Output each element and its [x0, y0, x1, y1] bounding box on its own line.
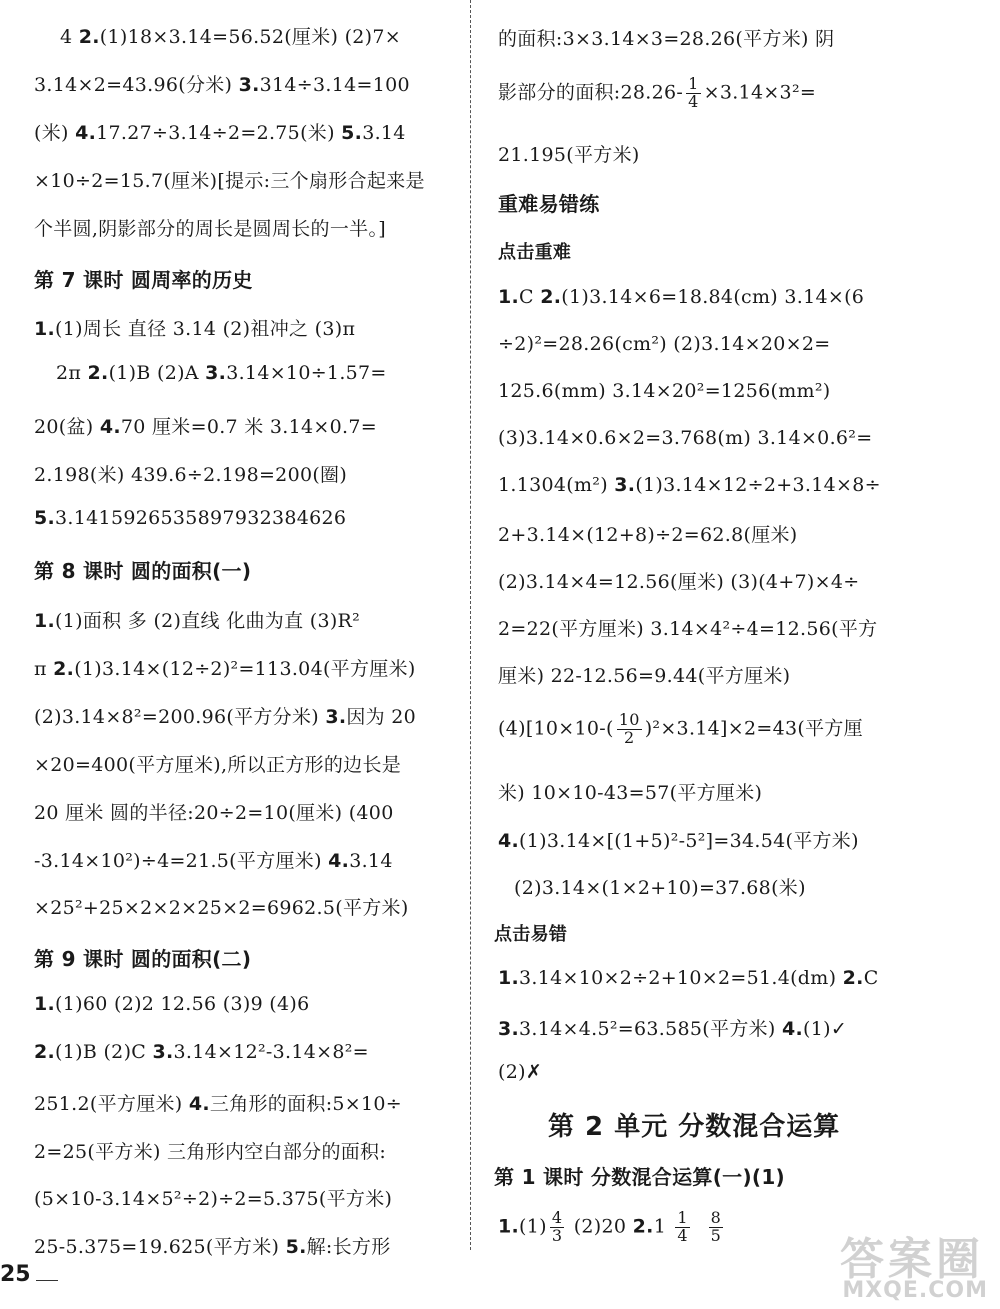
answer-text: (1)3.14×12÷2+3.14×8÷: [635, 474, 881, 496]
question-number: 4.: [188, 1093, 210, 1115]
answer-line: 2=22(平方厘米) 3.14×4²÷4=12.56(平方: [498, 618, 878, 640]
answer-line: ×20=400(平方厘米),所以正方形的边长是: [34, 754, 402, 776]
answer-line: [34, 118, 406, 145]
answer-text: (米): [34, 122, 76, 144]
answer-line: [34, 654, 416, 681]
answer-line: [34, 846, 393, 873]
answer-text: ×3.14×3²=: [703, 81, 817, 104]
answer-line: (2)3.14×(1×2+10)=37.68(米): [514, 877, 806, 899]
answer-text: (2)3.14×8²=200.96(平方分米): [34, 706, 326, 728]
answer-text: 3.14×10×2÷2+10×2=51.4(dm): [519, 967, 843, 989]
answer-line: 米) 10×10-43=57(平方厘米): [498, 782, 763, 804]
answer-line: (3)3.14×0.6×2=3.768(m) 3.14×0.6²=: [498, 427, 873, 449]
page-number-rule: [36, 1280, 58, 1281]
answer-text: (1)B (2)A: [108, 362, 206, 384]
answer-line: 的面积:3×3.14×3=28.26(平方米) 阴: [498, 28, 835, 50]
answer-text: 影部分的面积:28.26-: [498, 81, 684, 104]
fraction-numerator: 8: [710, 1208, 722, 1227]
question-number: 3.: [614, 474, 636, 496]
answer-text: (1)B (2)C: [55, 1041, 153, 1063]
answer-text: 3.14×12²-3.14×8²=: [173, 1041, 369, 1063]
question-number: 2.: [632, 1215, 654, 1238]
answer-line: [34, 1232, 391, 1259]
answer-line: [34, 70, 410, 97]
question-number: 3.: [325, 706, 347, 728]
answer-text: (1)60 (2)2 12.56 (3)9 (4)6: [55, 993, 310, 1015]
fraction-denominator: 2: [623, 727, 635, 747]
answer-text: 70 厘米=0.7 米 3.14×0.7=: [120, 416, 377, 438]
answer-line: 20 厘米 圆的半径:20÷2=10(厘米) (400: [34, 802, 394, 824]
answer-line: 125.6(mm) 3.14×20²=1256(mm²): [498, 380, 831, 402]
fraction: [550, 1210, 564, 1245]
answer-line: 21.195(平方米): [498, 144, 640, 166]
lesson-title: 第 1 课时 分数混合运算(一)(1): [494, 1165, 785, 1189]
answer-line: [498, 826, 859, 853]
lesson-heading-7: 第 7 课时 圆周率的历史: [34, 268, 253, 292]
answer-line: (2)3.14×4=12.56(厘米) (3)(4+7)×4÷: [498, 571, 860, 593]
answer-line: [498, 76, 816, 111]
fraction: [675, 1210, 689, 1245]
answer-text: (1)3.14×[(1+5)²-5²]=34.54(平方米): [519, 830, 859, 852]
answer-text: 解:长方形: [306, 1236, 391, 1258]
answer-text: 17.27÷3.14÷2=2.75(米): [96, 122, 342, 144]
question-number: 2.: [53, 658, 75, 680]
fraction-numerator: 4: [551, 1208, 563, 1227]
answer-line: [498, 286, 864, 308]
fraction: [617, 712, 642, 747]
answer-text: 3.1415926535897932384626: [55, 507, 347, 529]
question-number: 1.: [498, 967, 520, 989]
fraction-denominator: 4: [677, 1225, 688, 1245]
answer-text: C: [863, 967, 879, 989]
lesson-heading-8: 第 8 课时 圆的面积(一): [34, 559, 252, 583]
answer-text: (1)✓: [803, 1018, 848, 1040]
watermark-logo-text: 答案圈: [840, 1234, 984, 1285]
answer-line: 厘米) 22-12.56=9.44(平方厘米): [498, 665, 791, 687]
question-number: 3.: [498, 1018, 520, 1040]
answer-text: 2π: [56, 362, 88, 384]
answer-text: (1)3.14×6=18.84(cm) 3.14×(6: [561, 286, 865, 308]
subsection-heading-key-points: 点击重难: [498, 242, 572, 263]
answer-line: 2=25(平方米) 三角形内空白部分的面积:: [34, 1141, 387, 1163]
answer-line: [60, 22, 401, 49]
answer-text: (1)周长 直径 3.14 (2)祖冲之 (3)π: [55, 318, 356, 340]
question-number: 5.: [34, 507, 56, 529]
fraction: [686, 76, 700, 111]
answer-line: 2+3.14×(12+8)÷2=62.8(厘米): [498, 524, 798, 546]
unit-title: 第 2 单元 分数混合运算: [548, 1112, 841, 1142]
question-number: 5.: [285, 1236, 307, 1258]
answer-text: (1)面积 多 (2)直线 化曲为直 (3)R²: [55, 610, 361, 632]
answer-text: 3.14: [349, 850, 393, 872]
answer-text: C: [519, 286, 541, 308]
answer-line: [498, 967, 879, 989]
watermark-url: MXQE.COM: [842, 1278, 988, 1303]
question-number: 2.: [34, 1041, 56, 1063]
fraction-denominator: 5: [710, 1225, 722, 1245]
answer-line: [498, 712, 863, 747]
fraction: [709, 1210, 723, 1245]
answer-text: 251.2(平方厘米): [34, 1093, 189, 1115]
question-number: 4.: [99, 416, 121, 438]
answer-text: π: [34, 658, 54, 680]
question-number: 1.: [34, 993, 56, 1015]
answer-line: [34, 702, 416, 729]
question-number: 4.: [75, 122, 97, 144]
answer-text: )²×3.14]×2=43(平方厘: [644, 717, 863, 740]
answer-text: 25-5.375=19.625(平方米): [34, 1236, 286, 1258]
answer-line: [498, 1210, 726, 1245]
watermark: [774, 1223, 994, 1303]
answer-line: [34, 993, 310, 1015]
answer-line: [34, 412, 377, 439]
answer-text: (2)20: [567, 1215, 633, 1238]
answer-line: [34, 314, 355, 341]
answer-line: [498, 474, 881, 496]
answer-line: (5×10-3.14×5²÷2)÷2=5.375(平方米): [34, 1188, 393, 1210]
answer-line: (2)✗: [498, 1061, 543, 1083]
fraction-numerator: 1: [688, 74, 699, 93]
answer-tail: 4: [60, 26, 79, 48]
answer-text: 3.14×10÷1.57=: [226, 362, 387, 384]
answer-text: 3.14: [362, 122, 406, 144]
fraction-denominator: 3: [551, 1225, 563, 1245]
answer-text: 3.14×4.5²=63.585(平方米): [519, 1018, 782, 1040]
answer-line: [34, 1041, 369, 1063]
question-number: 1.: [498, 286, 520, 308]
answer-line: [34, 507, 346, 529]
question-number: 3.: [205, 362, 227, 384]
question-number: 3.: [152, 1041, 174, 1063]
question-number: 2.: [540, 286, 562, 308]
question-number: 3.: [238, 74, 260, 96]
question-number: 2.: [87, 362, 109, 384]
answer-line: ×25²+25×2×2×25×2=6962.5(平方米): [34, 897, 409, 919]
question-number: 5.: [341, 122, 363, 144]
answer-text: 三角形的面积:5×10÷: [209, 1093, 403, 1115]
answer-text: (1)3.14×(12÷2)²=113.04(平方厘米): [74, 658, 416, 680]
answer-line: [498, 1014, 847, 1041]
answer-text: (1): [519, 1215, 547, 1238]
answer-line: ×10÷2=15.7(厘米)[提示:三个扇形合起来是: [34, 170, 425, 192]
question-number: 4.: [328, 850, 350, 872]
fraction-numerator: 1: [677, 1208, 688, 1227]
question-number: 2.: [78, 26, 100, 48]
answer-line: ÷2)²=28.26(cm²) (2)3.14×20×2=: [498, 333, 831, 355]
lesson-heading-9: 第 9 课时 圆的面积(二): [34, 947, 252, 971]
page-number: 25: [0, 1262, 31, 1287]
answer-text: 314÷3.14=100: [259, 74, 410, 96]
answer-line: 个半圆,阴影部分的周长是圆周长的一半。]: [34, 218, 386, 240]
answer-line: [56, 362, 387, 384]
question-number: 1.: [498, 1215, 520, 1238]
answer-line: 2.198(米) 439.6÷2.198=200(圈): [34, 464, 348, 486]
answer-text: -3.14×10²)÷4=21.5(平方厘米): [34, 850, 329, 872]
answer-text: (4)[10×10-(: [498, 717, 614, 740]
question-number: 1.: [34, 318, 56, 340]
section-heading-difficult: 重难易错练: [498, 192, 600, 216]
answer-text: (1)18×3.14=56.52(厘米) (2)7×: [99, 26, 401, 48]
answer-text: 20(盆): [34, 416, 100, 438]
answer-line: [34, 1089, 402, 1116]
answer-line: [34, 606, 360, 633]
question-number: 4.: [781, 1018, 804, 1040]
fraction-numerator: 10: [618, 710, 640, 729]
answer-text: 3.14×2=43.96(分米): [34, 74, 239, 96]
column-divider: [470, 0, 471, 1250]
question-number: 4.: [498, 830, 520, 852]
question-number: 2.: [842, 967, 864, 989]
question-number: 1.: [34, 610, 56, 632]
fraction-denominator: 4: [688, 91, 699, 111]
answer-text: 因为 20: [346, 706, 417, 728]
answer-text: 1.1304(m²): [498, 474, 615, 496]
answer-text: 1: [653, 1215, 673, 1238]
subsection-heading-common-errors: 点击易错: [494, 924, 568, 945]
